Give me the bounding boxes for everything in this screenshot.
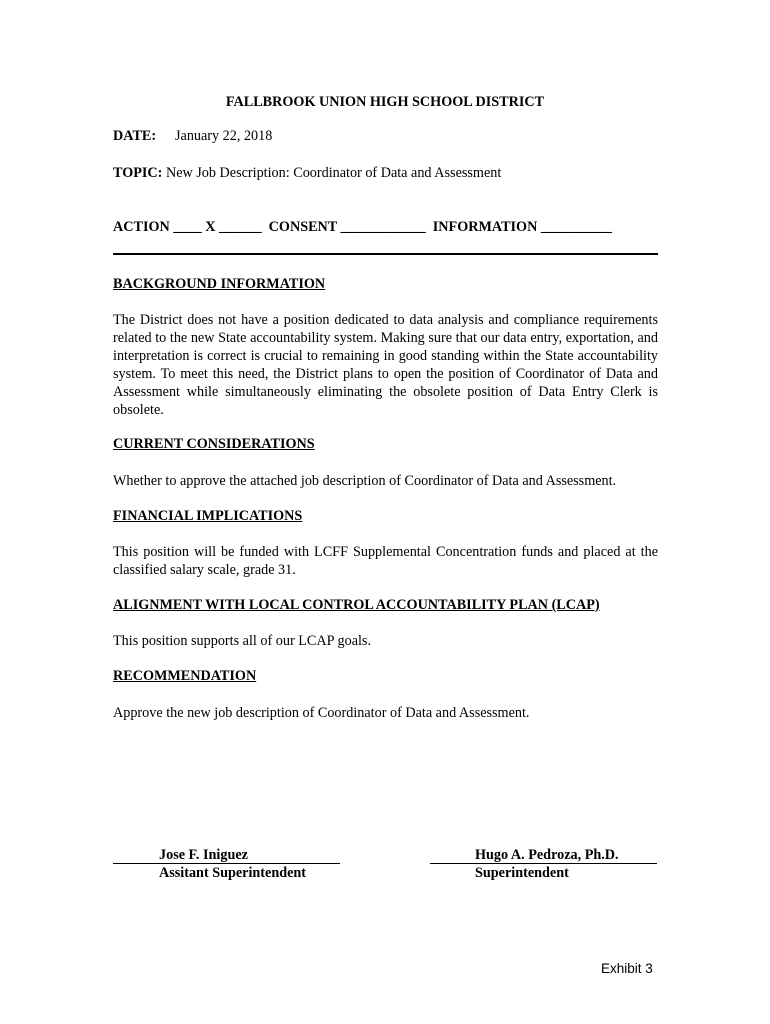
signature-title-right: Superintendent <box>475 865 569 881</box>
date-row <box>113 128 272 145</box>
header-divider <box>113 253 658 255</box>
section-body-lcap: This position supports all of our LCAP goals. <box>113 633 372 649</box>
signature-name-left: Jose F. Iniguez <box>159 847 248 863</box>
section-heading-background: BACKGROUND INFORMATION <box>113 276 326 292</box>
section-body-considerations: Whether to approve the attached job description of Coordinator of Data and Assessment. <box>113 473 617 489</box>
action-line: ACTION ____ X ______ CONSENT ____________ INFORMATION __________ <box>113 219 612 235</box>
section-heading-lcap: ALIGNMENT WITH LOCAL CONTROL ACCOUNTABILITY PLAN (LCAP) <box>113 597 600 613</box>
section-heading-considerations: CURRENT CONSIDERATIONS <box>113 436 315 452</box>
signature-name-right: Hugo A. Pedroza, Ph.D. <box>475 847 619 863</box>
date-value: January 22, 2018 <box>175 128 273 144</box>
section-body-background: The District does not have a position dedicated to data analysis and compliance requirements related to the new State accountability system. Making sure that our data entry, exportation, and interpretation is correct is crucial to remaining in good standing within the State accountability system. To meet this need, the District plans to open the position of Coordinator of Data and Assessment while simultaneously eliminating the obsolete position of Data Entry Clerk is obsolete. <box>113 312 658 418</box>
district-title: FALLBROOK UNION HIGH SCHOOL DISTRICT <box>225 94 545 110</box>
topic-row <box>113 165 501 182</box>
date-label: DATE: <box>113 128 157 144</box>
topic-label: TOPIC: <box>113 165 163 181</box>
topic-value: New Job Description: Coordinator of Data and Assessment <box>165 165 502 181</box>
exhibit-label: Exhibit 3 <box>601 961 653 976</box>
signature-line-right <box>430 847 657 864</box>
signature-line-left <box>113 847 340 864</box>
section-heading-financial: FINANCIAL IMPLICATIONS <box>113 508 303 524</box>
section-body-financial: This position will be funded with LCFF Supplemental Concentration funds and placed at the classified salary scale, grade 31. <box>113 544 658 578</box>
signature-title-left: Assitant Superintendent <box>159 865 307 881</box>
section-heading-recommendation: RECOMMENDATION <box>113 668 257 684</box>
section-body-recommendation: Approve the new job description of Coordinator of Data and Assessment. <box>113 705 530 721</box>
